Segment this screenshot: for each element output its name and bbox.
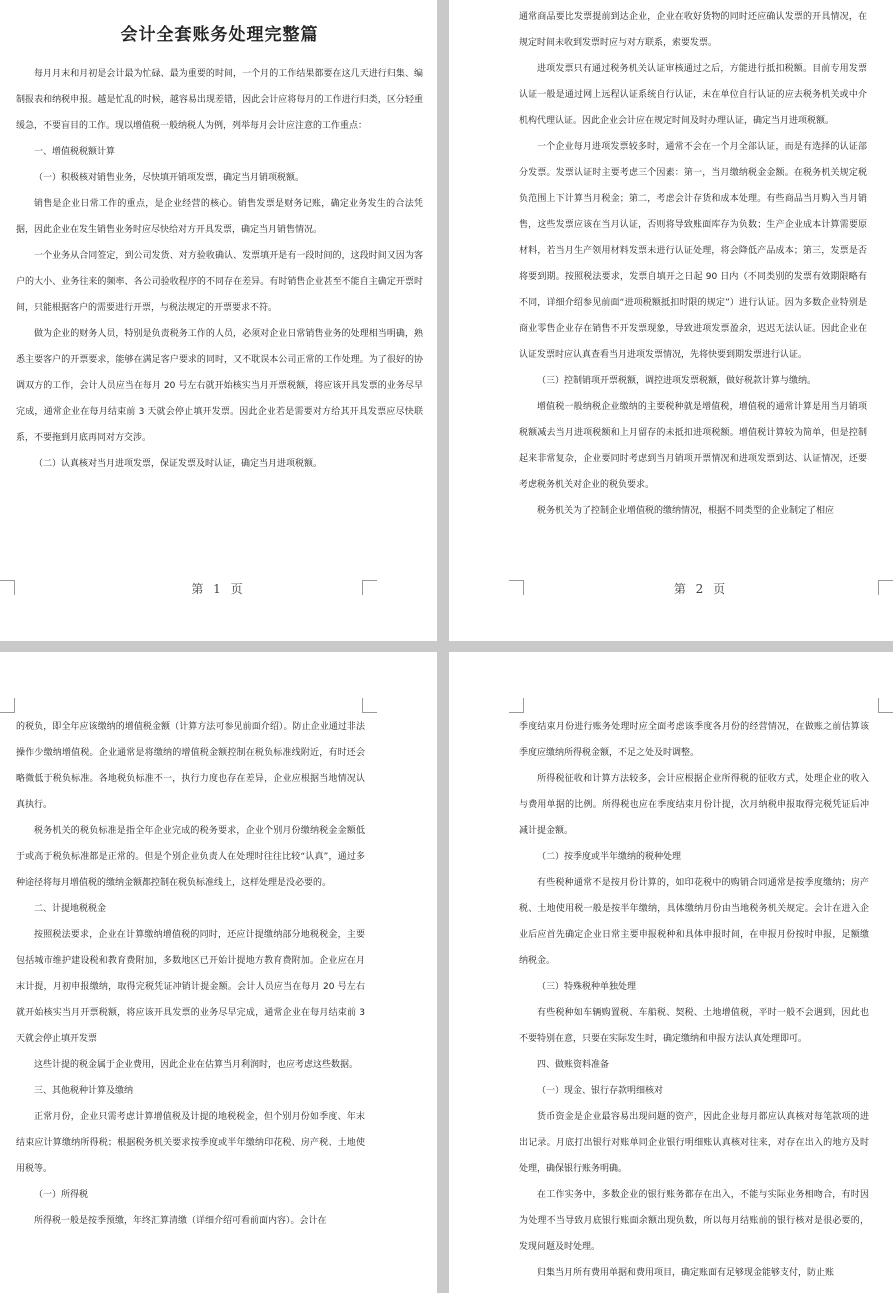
paragraph: 的税负，即全年应该缴纳的增值税金额（计算方法可参见前面介绍）。防止企业通过非法操作少缴纳增值税。企业通常是将缴纳的增值税金额控制在税负标准线附近，有时还会略微低于税负标准。各地税负标准不一，执行力度也存在差异，企业应根据当地情况认真执行。	[16, 722, 365, 810]
page-1-content	[16, 14, 423, 477]
paragraph: 归集当月所有费用单据和费用项目，确定账面有足够现金能够支付，防止账	[537, 1268, 835, 1278]
paragraph: 一个企业每月进项发票较多时，通常不会在一个月全部认证，而是有选择的认证部分发票。发票认证时主要考虑三个因素：第一，当月缴纳税金金额。在税务机关规定税负范围上下计算当月税金；第二，考虑会计存货和成本处理。有些商品当月购入当月销售，这些发票应该在当月认证，否则将导致账面库存为负数；生产企业成本计算需要原材料，若当月生产领用材料发票未进行认证处理，将会降低产品成本；第三，发票是否将要到期。按照税法要求，发票自填开之日起 90 日内（不同类别的发票有效期限略有不同，详细介绍参见前面“进项税额抵扣时限的规定”）进行认证。因为多数企业特别是商业零售企业存在销售不开发票现象，导致进项发票盈余，迟迟无法认证。因此企业在认证发票时应认真查看当月进项发票情况，先将快要到期发票进行认证。	[519, 142, 867, 360]
page-4-content	[519, 714, 869, 1286]
paragraph: 做为企业的财务人员，特别是负责税务工作的人员，必须对企业日常销售业务的处理相当明确，熟悉主要客户的开票要求，能够在满足客户要求的同时，又不耽误本公司正常的工作处理。为了很好的协调双方的工作，会计人员应当在每月 20 号左右就开始核实当月开票税额，将应该开具发票的业务尽早完成，通常企业在每月结束前 3 天就会停止填开发票。因此企业若是需要对方给其开具发票应尽快联系，不要拖到月底再同对方交涉。	[16, 329, 423, 443]
document-page-2	[449, 0, 893, 641]
document-title: 会计全套账务处理完整篇	[120, 25, 319, 45]
margin-corner-mark	[878, 698, 893, 713]
subsection-heading: （一）积极核对销售业务，尽快填开销项发票，确定当月销项税额。	[34, 173, 305, 183]
page-2-content	[519, 4, 867, 524]
section-heading: 二、计提地税税金	[34, 904, 107, 914]
page-number: 第 1 页	[191, 582, 246, 596]
section-heading: 三、其他税种计算及缴纳	[34, 1086, 134, 1096]
subsection-heading: （一）所得税	[34, 1190, 89, 1200]
subsection-heading: （二）按季度或半年缴纳的税种处理	[537, 852, 682, 862]
paragraph: 税务机关的税负标准是指全年企业完成的税务要求，企业个别月份缴纳税金金额低于或高于税负标准都是正常的。但是个别企业负责人在处理时往往比较“认真”，通过多种途径将每月增值税的缴纳金额都控制在税负标准线上，这样处理是没必要的。	[16, 826, 365, 888]
paragraph: 有些税种如车辆购置税、车船税、契税、土地增值税，平时一般不会遇到，因此也不要特别在意，只要在实际发生时，确定缴纳和申报方法认真处理即可。	[519, 1008, 869, 1044]
paragraph: 一个业务从合同签定，到公司发货、对方验收确认、发票填开是有一段时间的，这段时间又因为客户的大小、业务往来的频率、各公司验收程序的不同存在差异。有时销售企业甚至不能自主确定开票时间，只能根据客户的需要进行开票，与税法规定的开票要求不符。	[16, 251, 423, 313]
paragraph: 在工作实务中，多数企业的银行账务都存在出入，不能与实际业务相吻合，有时因为处理不当导致月底银行账面余额出现负数，所以每月结账前的银行核对是很必要的，发现问题及时处理。	[519, 1190, 869, 1252]
subsection-heading: （二）认真核对当月进项发票，保证发票及时认证，确定当月进项税额。	[34, 459, 323, 469]
paragraph: 季度结束月份进行账务处理时应全面考虑该季度各月份的经营情况，在做账之前估算该季度应缴纳所得税金额，不足之处及时调整。	[519, 722, 869, 758]
paragraph: 通常商品要比发票提前到达企业，企业在收好货物的同时还应确认发票的开具情况，在规定时间未收到发票时应与对方联系，索要发票。	[519, 12, 867, 48]
paragraph: 这些计提的税金属于企业费用，因此企业在估算当月利润时，也应考虑这些数据。	[34, 1060, 359, 1070]
subsection-heading: （三）控制销项开票税额，调控进项发票税额，做好税款计算与缴纳。	[537, 376, 817, 386]
paragraph: 货币资金是企业最容易出现问题的资产，因此企业每月都应认真核对每笔款项的进出记录。月底打出银行对账单同企业银行明细账认真核对往来，对存在出入的地方及时处理，确保银行账务明确。	[519, 1112, 869, 1174]
document-page-1	[0, 0, 437, 641]
paragraph: 进项发票只有通过税务机关认证审核通过之后，方能进行抵扣税额。目前专用发票认证一般是通过网上远程认证系统自行认证，未在单位自行认证的应去税务机关或中介机构代理认证。因此企业会计应在规定时间及时办理认证，确定当月进项税额。	[519, 64, 867, 126]
margin-corner-mark	[362, 698, 377, 713]
paragraph: 所得税征收和计算方法较多，会计应根据企业所得税的征收方式，处理企业的收入与费用单据的比例。所得税也应在季度结束月份计提，次月纳税申报取得完税凭证后冲减计提金额。	[519, 774, 869, 836]
document-page-4	[449, 652, 893, 1293]
paragraph: 增值税一般纳税企业缴纳的主要税种就是增值税，增值税的通常计算是用当月销项税额减去当月进项税额和上月留存的未抵扣进项税额。增值税计算较为简单，但是控制起来非常复杂，企业要同时考虑到当月销项开票情况和进项发票到达、认证情况，还要考虑税务机关对企业的税负要求。	[519, 402, 867, 490]
paragraph: 正常月份，企业只需考虑计算增值税及计提的地税税金，但个别月份如季度、年末结束应计算缴纳所得税；根据税务机关要求按季度或半年缴纳印花税、房产税、土地使用税等。	[16, 1112, 365, 1174]
margin-corner-mark	[509, 698, 524, 713]
paragraph: 按照税法要求，企业在计算缴纳增值税的同时，还应计提缴纳部分地税税金，主要包括城市维护建设税和教育费附加，多数地区已开始计提地方教育费附加。企业应在月末计提，月初申报缴纳，取得完税凭证冲销计提金额。会计人员应当在每月 20 号左右就开始核实当月开票税额，将应该开具发票的业务尽早完成，通常企业在每月结束前 3 天就会停止填开发票	[16, 930, 365, 1044]
paragraph: 每月月末和月初是会计最为忙碌、最为重要的时间，一个月的工作结果都要在这几天进行归集、编制报表和纳税申报。越是忙乱的时候，越容易出现差错，因此会计应将每月的工作进行归类，区分轻重缓急，不要盲目的工作。现以增值税一般纳税人为例，列举每月会计应注意的工作重点：	[16, 69, 423, 131]
margin-corner-mark	[0, 698, 15, 713]
subsection-heading: （一）现金、银行存款明细核对	[537, 1086, 664, 1096]
document-page-3	[0, 652, 437, 1293]
paragraph: 所得税一般是按季预缴，年终汇算清缴（详细介绍可看前面内容）。会计在	[34, 1216, 327, 1226]
page-3-content	[16, 714, 365, 1234]
paragraph: 有些税种通常不是按月份计算的，如印花税中的购销合同通常是按季度缴纳；房产税、土地使用税一般是按半年缴纳，具体缴纳月份由当地税务机关规定。会计在进入企业后应首先确定企业日常主要申报税种和具体申报时间，在申报月份按时申报，足额缴纳税金。	[519, 878, 869, 966]
paragraph: 税务机关为了控制企业增值税的缴纳情况，根据不同类型的企业制定了相应	[537, 506, 835, 516]
section-heading: 四、做账资料准备	[537, 1060, 610, 1070]
page-number: 第 2 页	[673, 582, 729, 596]
section-heading: 一、增值税税额计算	[34, 147, 116, 157]
paragraph: 销售是企业日常工作的重点，是企业经营的核心。销售发票是财务记账，确定业务发生的合法凭据，因此企业在发生销售业务时应尽快给对方开具发票，确定当月销售情况。	[16, 199, 423, 235]
subsection-heading: （三）特殊税种单独处理	[537, 982, 637, 992]
